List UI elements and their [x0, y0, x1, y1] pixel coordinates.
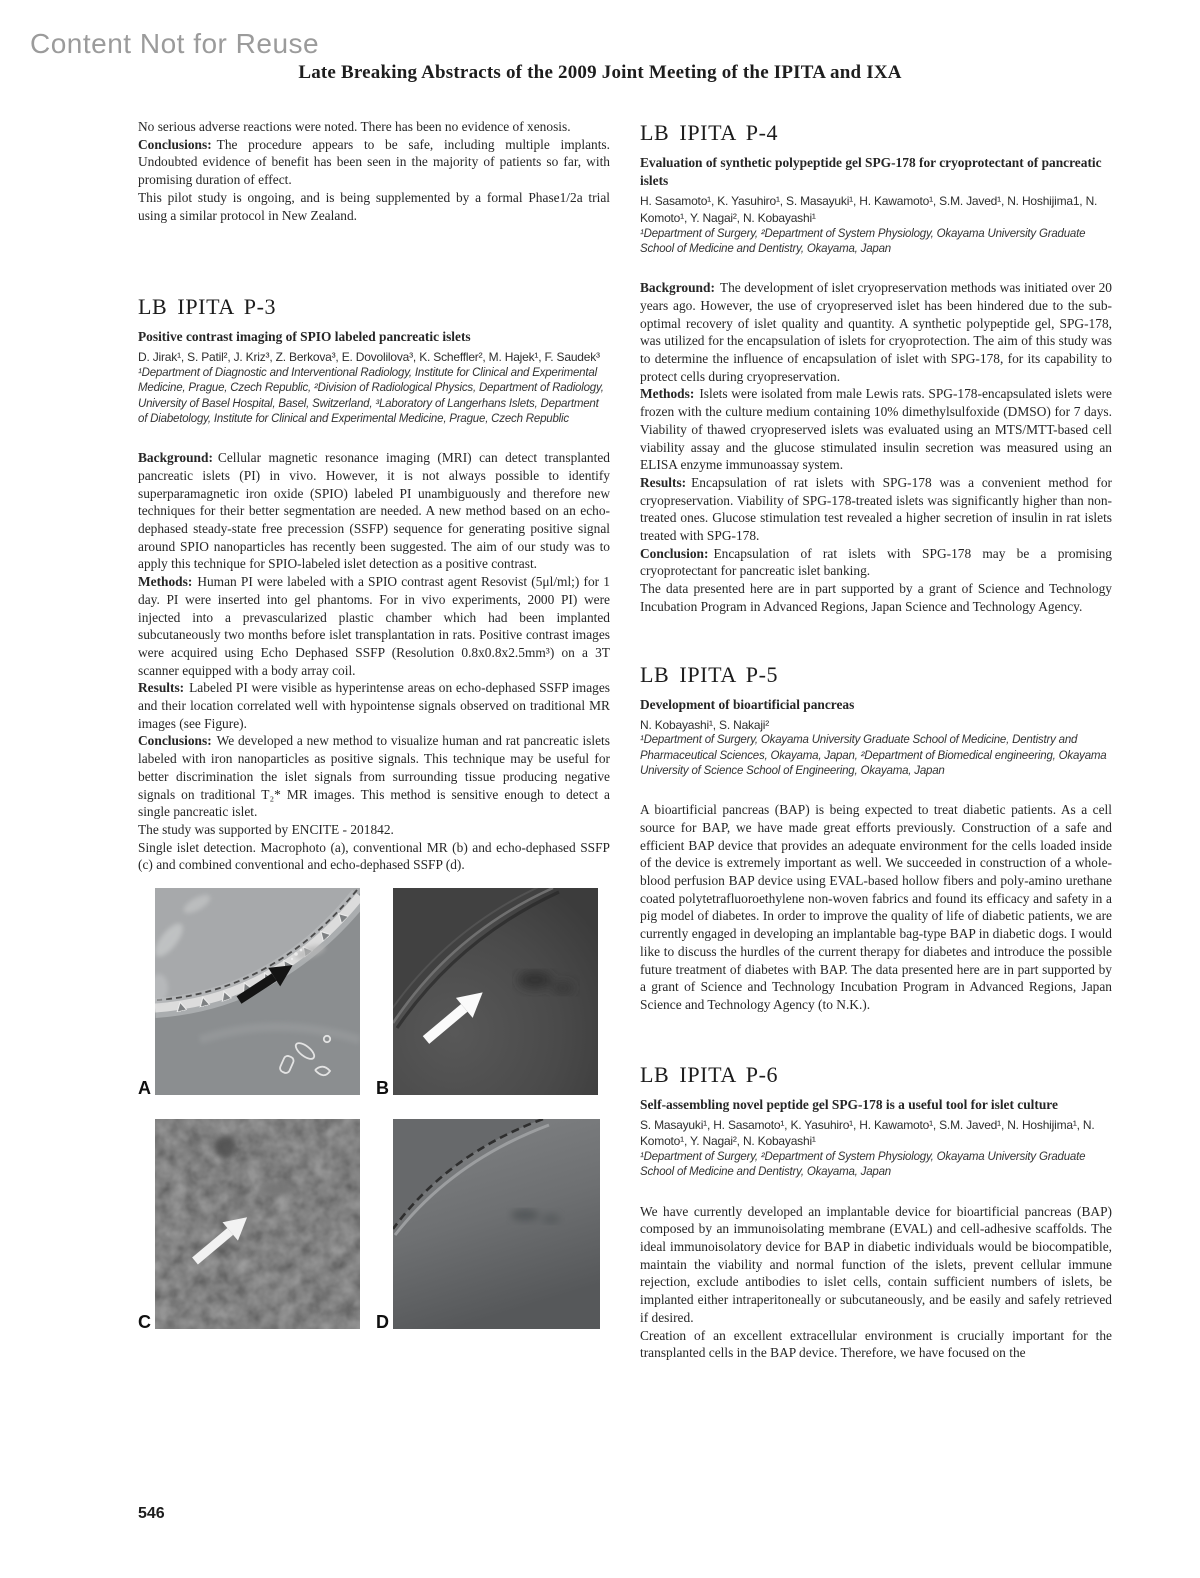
paragraph-text: Encapsulation of rat islets with SPG-178 was a convenient method for cryopreservation. Viability of SPG-178-treated islets was significantly higher than non-treated ones. Glucose stimulation test revealed a higher secretion of insulin in rat islets treated with SPG-178.	[640, 474, 1112, 544]
paragraph-text: The data presented here are in part supported by a grant of Science and Technology Incubation Program in Advanced Regions, Japan Science and Technology Agency.	[640, 581, 1112, 614]
abstract-affiliations-p4: ¹Department of Surgery, ²Department of System Physiology, Okayama University Graduate School of Medicine and Dentistry, Okayama, Japan	[640, 227, 1086, 255]
section-label: Background:	[640, 280, 715, 296]
watermark-text: Content Not for Reuse	[30, 28, 320, 59]
abstract-paragraph	[640, 1203, 1112, 1327]
abstract-heading-p5: LB IPITA P-5	[640, 661, 779, 687]
paragraph-text: We developed a new method to visualize human and rat pancreatic islets labeled with iron nanoparticles as positive signals. This technique may be useful for better discrimination the islet signals from surrounding tissue producing negative signals on traditional T₂* MR images. This method is sensitive enough to detect a single pancreatic islet.	[138, 733, 610, 820]
figure-caption	[138, 839, 610, 874]
figure-panel-b-mr-image	[393, 888, 598, 1095]
abstract-paragraph	[138, 449, 610, 573]
paragraph-text: This pilot study is ongoing, and is being supplemented by a formal Phase1/2a trial using a similar protocol in New Zealand.	[138, 189, 610, 223]
paragraph-text: Cellular magnetic resonance imaging (MRI) can detect transplanted pancreatic islets (PI) in vivo. However, it is not always possible to identify superparamagnetic iron oxide (SPIO) labeled PI unambiguously and therefore new techniques for their better segmentation are needed. A new method based on an echo-dephased steady-state free precession (SSFP) sequence for generating positive signal around SPIO nanoparticles has recently been suggested. The aim of our study was to apply this technique for SPIO-labeled islet detection as a positive contrast.	[138, 450, 610, 572]
abstract-paragraph	[138, 732, 610, 821]
paragraph-text: The procedure appears to be safe, including multiple implants. Undoubted evidence of benefit has been seen in the majority of patients so far, with promising duration of effect.	[138, 136, 610, 188]
abstract-paragraph	[640, 801, 1112, 1013]
abstract-paragraph	[138, 573, 610, 679]
figure-single-islet-detection	[138, 888, 610, 1333]
section-label: Methods:	[138, 574, 193, 590]
page-header-title: Late Breaking Abstracts of the 2009 Joint Meeting of the IPITA and IXA	[298, 62, 902, 83]
abstract-authors-p4: H. Sasamoto¹, K. Yasuhiro¹, S. Masayuki¹, H. Kawamoto¹, S.M. Javed¹, N. Hoshijima1, N. Komoto¹, Y. Nagai², N. Kobayashi¹	[640, 194, 1098, 225]
paragraph-text: Labeled PI were visible as hyperintense areas on echo-dephased SSFP images and their location correlated well with hypointense signals observed on traditional MR images (see Figure).	[138, 680, 610, 731]
abstract-affiliations-p3: ¹Department of Diagnostic and Interventional Radiology, Institute for Clinical and Experimental Medicine, Prague, Czech Republic, ²Division of Radiological Physics, Department of Radiology, University of Basel Hospital, Basel, Switzerland, ³Laboratory of Langerhans Islets, Department of Diabetology, Institute for Clinical and Experimental Medicine, Prague, Czech Republic	[138, 367, 604, 425]
paragraph-text: Single islet detection. Macrophoto (a), conventional MR (b) and echo-dephased SSFP (c) and combined conventional and echo-dephased SSFP (d).	[138, 839, 610, 873]
section-label: Conclusions:	[138, 733, 212, 749]
paragraph-text: Islets were isolated from male Lewis rats. SPG-178-encapsulated islets were frozen with the culture medium containing 10% dimethylsulfoxide (DMSO) for 7 days. Viability of thawed cryopreserved islets was evaluated using an MTS/MTT-based cell viability assay and the glucose stimulated insulin secretion was measured using an ELISA enzyme immunoassay system.	[640, 386, 1112, 473]
abstract-heading-p4: LB IPITA P-4	[640, 120, 779, 145]
abstract-paragraph	[640, 545, 1112, 580]
abstract-paragraph	[138, 821, 610, 839]
left-column	[138, 118, 610, 1333]
abstract-paragraph	[640, 279, 1112, 385]
paragraph-text: The development of islet cryopreservation methods was initiated over 20 years ago. However, the use of cryopreserved islet has been hindered due to the sub-optimal recovery of islet quality and quantity. A synthetic polypeptide gel, SPG-178, was utilized for the encapsulation of islets for cryoprotection. The aim of this study was to determine the influence of encapsulation of islet with SPG-178, for its capability to protect cells during cryopreservation.	[640, 280, 1112, 384]
section-label: Background:	[138, 450, 213, 466]
panel-label-a: A	[138, 1078, 151, 1099]
abstract-authors-p3: D. Jirak¹, S. Patil², J. Kriz³, Z. Berkova³, E. Dovolilova³, K. Scheffler², M. Hajek¹, F. Saudek³	[138, 350, 600, 365]
paragraph-text: Creation of an excellent extracellular environment is crucially important for the transplanted cells in the BAP device. Therefore, we have focused on the	[640, 1327, 1112, 1361]
abstract-paragraph	[138, 679, 610, 732]
intro-paragraph	[138, 136, 610, 189]
abstract-title-p6: Self-assembling novel peptide gel SPG-178 is a useful tool for islet culture	[640, 1096, 1058, 1112]
panel-label-c: C	[138, 1312, 151, 1333]
section-label: Results:	[138, 680, 185, 696]
panel-label-d: D	[376, 1312, 389, 1333]
abstract-heading-p6: LB IPITA P-6	[640, 1061, 779, 1087]
panel-label-b: B	[376, 1078, 389, 1099]
abstract-paragraph	[640, 385, 1112, 474]
paragraph-text: A bioartificial pancreas (BAP) is being expected to treat diabetic patients. As a cell source for BAP, we have made great efforts previously. Construction of a safe and efficient BAP device that provides an adequate environment for the cells loaded inside of the device is extremely important as well. We succeeded in construction of a whole-blood perfusion BAP device using EVAL-based hollow fibers and poly-amino urethane coated polytetrafluoroethylene non-woven fabrics and found its efficacy and safety in a pig model of diabetes. In order to improve the quality of life of diabetic patients, we are currently engaged in developing an implantable bag-type BAP in diabetic dogs. I would like to discuss the hurdles of the current therapy for diabetes and introduce the possible future treatment of diabetes with BAP. The data presented here are in part supported by a grant of Science and Technology Incubation Program in Advanced Regions, Japan Science and Technology Agency (to N.K.).	[640, 802, 1112, 1012]
abstract-paragraph	[640, 474, 1112, 545]
abstract-heading-p3: LB IPITA P-3	[138, 294, 277, 320]
intro-paragraph	[138, 189, 610, 224]
paragraph-text: The study was supported by ENCITE - 201842.	[138, 821, 394, 837]
abstract-title-p4: Evaluation of synthetic polypeptide gel SPG-178 for cryoprotectant of pancreatic islets	[640, 155, 1102, 189]
right-column	[640, 114, 1112, 1362]
abstract-paragraph	[640, 580, 1112, 615]
figure-row-top	[138, 888, 610, 1099]
intro-paragraph	[138, 118, 610, 136]
page-number: 546	[138, 1505, 165, 1522]
figure-panel-a-macrophoto-image	[155, 888, 360, 1095]
section-label: Conclusion:	[640, 545, 709, 561]
section-label: Results:	[640, 474, 687, 490]
paragraph-text: We have currently developed an implantable device for bioartificial pancreas (BAP) composed by an immunoisolating membrane (EVAL) and cell-adhesive scaffolds. The ideal immunoisolatory device for BAP in diabetic individuals would be biocompatible, maintain the viability and normal function of the islets, prevent cellular immune rejection, exclude antibodies to islet cells, contain sufficient numbers of islets, be implanted either intraperitoneally or subcutaneously, and be easily and safely retrieved if desired.	[640, 1203, 1112, 1325]
figure-panel-c-ssfp-image	[155, 1119, 360, 1329]
abstract-title-p3: Positive contrast imaging of SPIO labeled pancreatic islets	[138, 329, 471, 345]
section-label: Methods:	[640, 386, 695, 402]
paragraph-text: No serious adverse reactions were noted. There has been no evidence of xenosis.	[138, 119, 571, 134]
abstract-paragraph	[640, 1327, 1112, 1362]
section-label: Conclusions:	[138, 136, 212, 152]
abstract-authors-p6: S. Masayuki¹, H. Sasamoto¹, K. Yasuhiro¹, H. Kawamoto¹, S.M. Javed¹, N. Hoshijima¹, N. Komoto¹, Y. Nagai², N. Kobayashi¹	[640, 1117, 1095, 1149]
abstract-affiliations-p6: ¹Department of Surgery, ²Department of System Physiology, Okayama University Graduate School of Medicine and Dentistry, Okayama, Japan	[640, 1151, 1086, 1179]
figure-row-bottom	[138, 1119, 610, 1333]
figure-panel-d-combined-image	[393, 1119, 600, 1329]
abstract-title-p5: Development of bioartificial pancreas	[640, 696, 855, 712]
paragraph-text: Human PI were labeled with a SPIO contrast agent Resovist (5μl/ml;) for 1 day. PI were inserted into gel phantoms. For in vivo experiments, 2000 PI) were injected into a prevascularized plastic chamber which had been implanted subcutaneously two months before islet transplantation in rats. Positive contrast images were acquired using Echo Dephased SSFP (Resolution 0.8x0.8x2.5mm³) on a 3T scanner equipped with a body array coil.	[138, 574, 610, 678]
abstract-authors-p5: N. Kobayashi¹, S. Nakaji²	[640, 717, 770, 732]
paragraph-text: Encapsulation of rat islets with SPG-178 may be a promising cryoprotectant for pancreatic islet banking.	[640, 545, 1112, 579]
abstract-affiliations-p5: ¹Department of Surgery, Okayama University Graduate School of Medicine, Dentistry and Pharmaceutical Sciences, Okayama, Japan, ²Department of Biomedical engineering, Okayama University of Science School of Engineering, Okayama, Japan	[640, 734, 1107, 777]
